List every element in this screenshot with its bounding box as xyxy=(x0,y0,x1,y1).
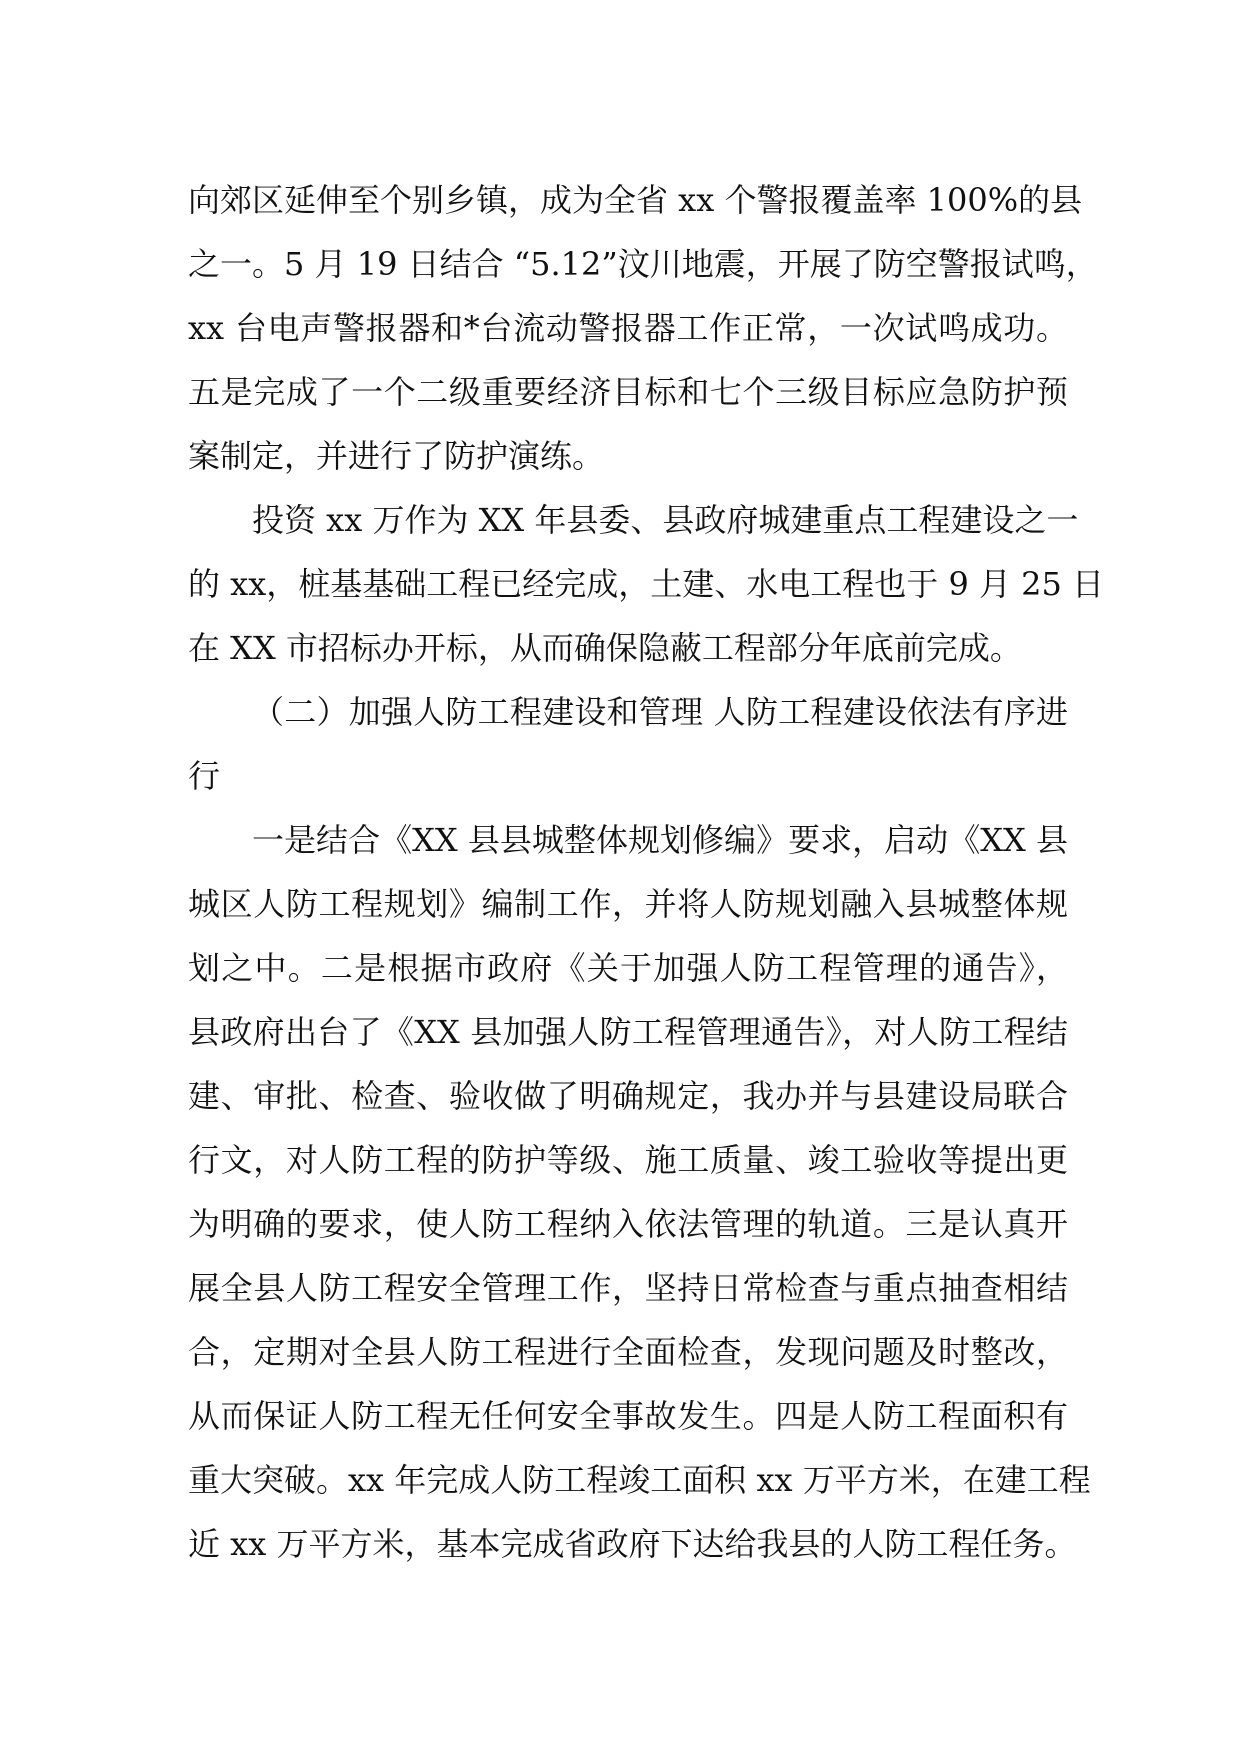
text-line: 重大突破。xx 年完成人防工程竣工面积 xx 万平方米，在建工程 xyxy=(188,1461,1091,1499)
section-heading: （二）加强人防工程建设和管理 人防工程建设依法有序进 xyxy=(252,693,1068,731)
text-line: 的 xx，桩基基础工程已经完成，土建、水电工程也于 9 月 25 日 xyxy=(188,565,1105,603)
text-line: 建、审批、检查、验收做了明确规定，我办并与县建设局联合 xyxy=(188,1077,1068,1115)
text-line: 在 XX 市招标办开标，从而确保隐蔽工程部分年底前完成。 xyxy=(188,629,1022,667)
text-line: xx 台电声警报器和*台流动警报器工作正常，一次试鸣成功。 xyxy=(188,309,1068,347)
section-heading-continuation: 行 xyxy=(188,757,221,795)
body-text xyxy=(188,168,1105,1576)
paragraph-start-line: 投资 xx 万作为 XX 年县委、县政府城建重点工程建设之一 xyxy=(252,501,1079,539)
text-line: 近 xx 万平方米，基本完成省政府下达给我县的人防工程任务。 xyxy=(188,1525,1077,1563)
text-line: 向郊区延伸至个别乡镇，成为全省 xx 个警报覆盖率 100%的县 xyxy=(188,181,1083,219)
text-line: 合，定期对全县人防工程进行全面检查，发现问题及时整改， xyxy=(188,1333,1068,1371)
text-line: 五是完成了一个二级重要经济目标和七个三级目标应急防护预 xyxy=(188,373,1068,411)
text-line: 为明确的要求，使人防工程纳入依法管理的轨道。三是认真开 xyxy=(188,1205,1068,1243)
text-line: 划之中。二是根据市政府《关于加强人防工程管理的通告》， xyxy=(188,949,1068,987)
text-line: 县政府出台了《XX 县加强人防工程管理通告》，对人防工程结 xyxy=(188,1013,1068,1051)
text-line: 行文，对人防工程的防护等级、施工质量、竣工验收等提出更 xyxy=(188,1141,1068,1179)
text-line: 案制定，并进行了防护演练。 xyxy=(188,437,605,475)
paragraph-start-line: 一是结合《XX 县县城整体规划修编》要求，启动《XX 县 xyxy=(252,821,1068,859)
text-line: 展全县人防工程安全管理工作，坚持日常检查与重点抽查相结 xyxy=(188,1269,1068,1307)
text-line: 之一。5 月 19 日结合 “5.12”汶川地震，开展了防空警报试鸣， xyxy=(188,245,1098,283)
text-line: 城区人防工程规划》编制工作，并将人防规划融入县城整体规 xyxy=(188,885,1068,923)
text-line: 从而保证人防工程无任何安全事故发生。四是人防工程面积有 xyxy=(188,1397,1068,1435)
